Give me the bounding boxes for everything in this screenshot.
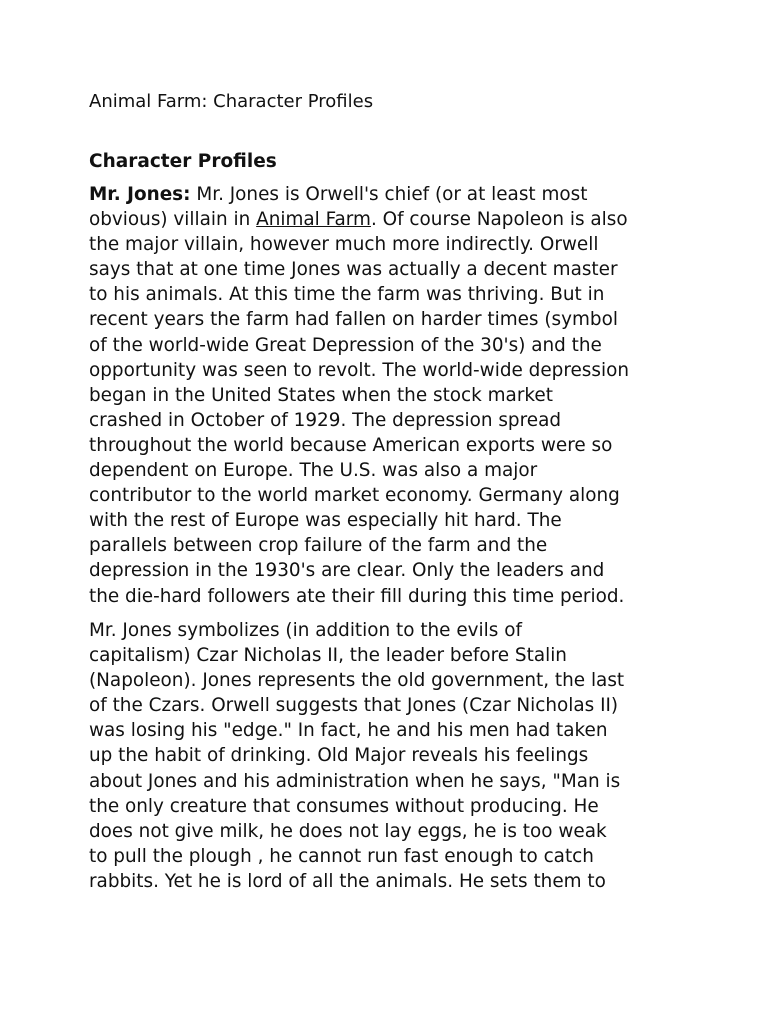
paragraph-line: says that at one time Jones was actually a decent master [89,259,618,281]
paragraph-line: dependent on Europe. The U.S. was also a major [89,460,538,482]
book-title-link[interactable]: Animal Farm [256,209,371,231]
paragraph-line: was losing his "edge." In fact, he and his men had taken [89,720,608,742]
paragraph-mr-jones [89,182,689,609]
paragraph-line: throughout the world because American exports were so [89,434,613,456]
paragraph-text: . Of course Napoleon is also [370,209,628,231]
paragraph-line: Mr. Jones symbolizes (in addition to the evils of [89,620,522,641]
paragraph-line: does not give milk, he does not lay eggs, he is too weak [89,820,607,842]
paragraph-line: depression in the 1930's are clear. Only the leaders and [89,560,605,582]
section-heading: Character Profiles [89,151,277,172]
paragraph-line: to his animals. At this time the farm was thriving. But in [89,284,605,306]
paragraph-line [89,182,689,207]
paragraph-line: the die-hard followers ate their fill during this time period. [89,585,625,607]
paragraph-line: parallels between crop failure of the farm and the [89,535,548,557]
document-title: Animal Farm: Character Profiles [89,91,374,112]
paragraph-line: with the rest of Europe was especially hit hard. The [89,510,562,532]
paragraph-line: opportunity was seen to revolt. The world-wide depression [89,359,629,381]
paragraph-line: contributor to the world market economy. Germany along [89,485,620,507]
paragraph-line: of the Czars. Orwell suggests that Jones (Czar Nicholas II) [89,695,619,717]
paragraph-line [89,207,689,232]
character-name-label: Mr. Jones: [89,184,191,205]
paragraph-line: recent years the farm had fallen on harder times (symbol [89,309,618,331]
paragraph-line: of the world-wide Great Depression of the 30's) and the [89,334,602,356]
paragraph-text: obvious) villain in [89,209,257,231]
paragraph-line: capitalism) Czar Nicholas II, the leader before Stalin [89,645,567,667]
paragraph-text: Mr. Jones is Orwell's chief (or at least most [190,184,588,205]
paragraph-jones-symbolism [89,618,689,894]
paragraph-line: to pull the plough , he cannot run fast enough to catch [89,845,594,867]
paragraph-line: rabbits. Yet he is lord of all the animals. He sets them to [89,870,606,892]
paragraph-line: about Jones and his administration when he says, "Man is [89,770,621,792]
paragraph-line: crashed in October of 1929. The depression spread [89,409,562,431]
paragraph-line: up the habit of drinking. Old Major reveals his feelings [89,745,589,767]
paragraph-line: began in the United States when the stock market [89,384,553,406]
paragraph-line: the only creature that consumes without producing. He [89,795,599,817]
paragraph-line: the major villain, however much more indirectly. Orwell [89,234,599,256]
paragraph-line: (Napoleon). Jones represents the old government, the last [89,670,625,692]
